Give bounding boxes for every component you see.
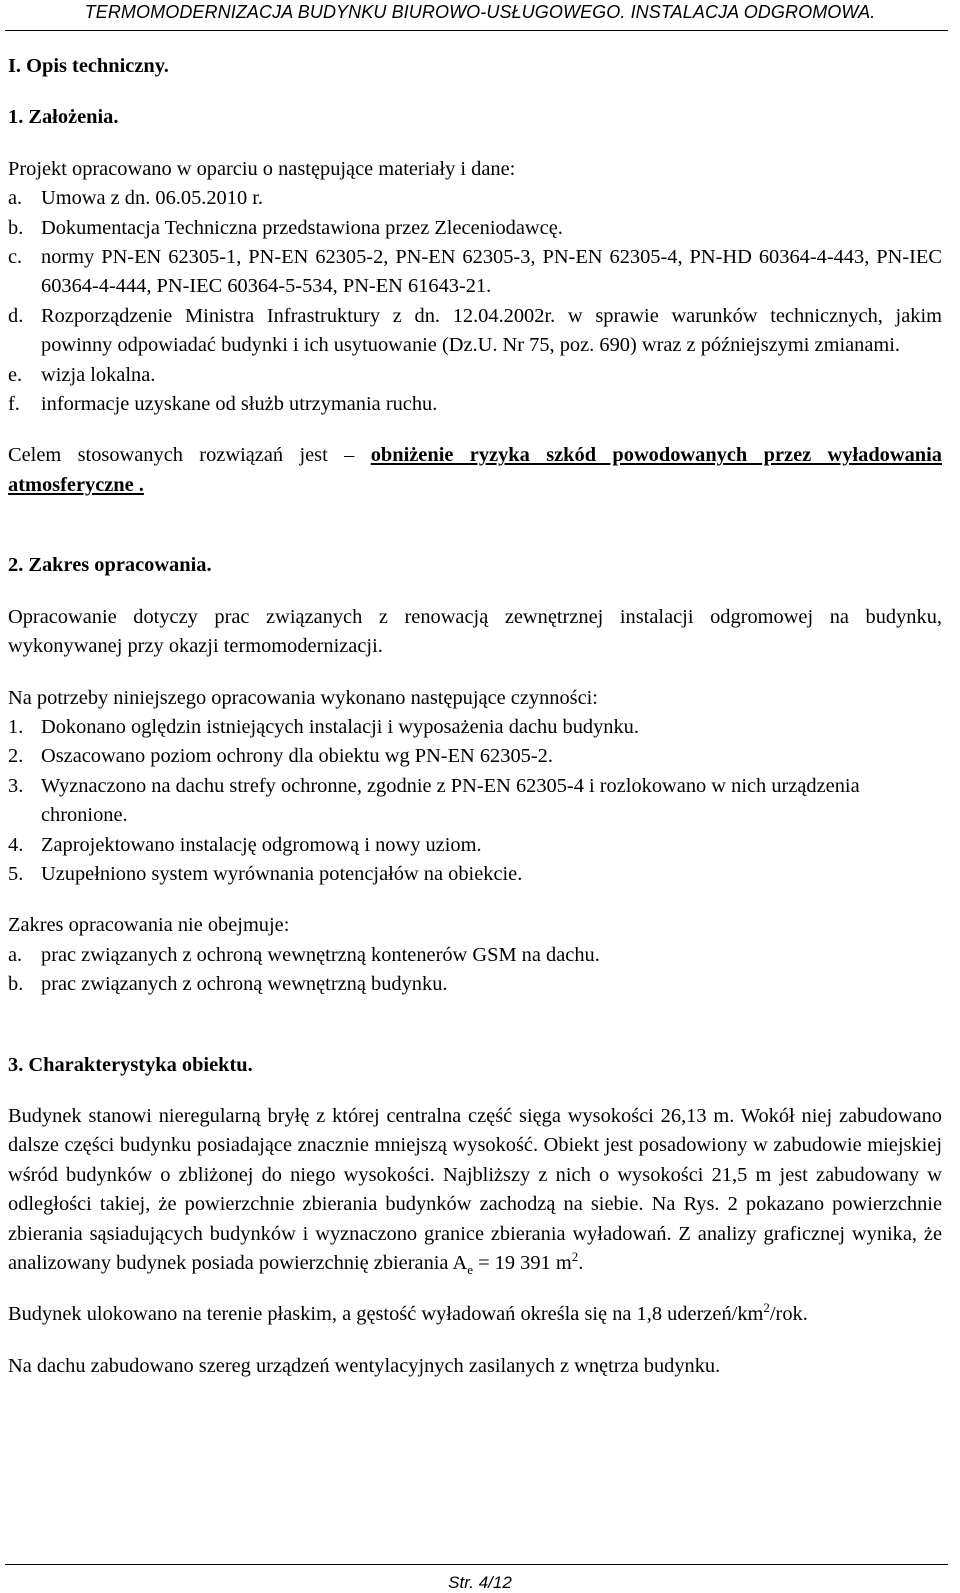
goal-paragraph	[8, 441, 942, 500]
section-2-paragraph: Opracowanie dotyczy prac związanych z renowacją zewnętrznej instalacji odgromowej na budynku, wykonywanej przy okazji termomodernizacji.	[8, 605, 942, 658]
list-marker: b.	[8, 973, 24, 996]
list-marker: d.	[8, 304, 24, 327]
list-marker: 4.	[8, 833, 24, 856]
section-3-paragraph-2	[8, 1300, 942, 1329]
list-text: Dokumentacja Techniczna przedstawiona przez Zleceniodawcę.	[41, 216, 563, 239]
list-marker: 5.	[8, 862, 24, 885]
list-text: prac związanych z ochroną wewnętrzną kontenerów GSM na dachu.	[41, 943, 600, 966]
list-text: wizja lokalna.	[41, 363, 156, 386]
para2-superscript: 2	[763, 1300, 770, 1316]
list-marker: 3.	[8, 774, 24, 797]
list-text: Uzupełniono system wyrównania potencjałów na obiekcie.	[41, 862, 523, 885]
list-marker: 1.	[8, 715, 24, 738]
list-text: prac związanych z ochroną wewnętrzną budynku.	[41, 973, 448, 996]
list-item	[8, 831, 942, 860]
section-1-title: 1. Założenia.	[8, 106, 119, 129]
document-body	[8, 52, 942, 1381]
list-marker: b.	[8, 216, 24, 239]
list-item	[8, 860, 942, 889]
para1-value: = 19 391 m	[472, 1252, 572, 1274]
list-marker: a.	[8, 943, 23, 966]
list-marker: c.	[8, 246, 23, 269]
list-text: normy PN-EN 62305-1, PN-EN 62305-2, PN-EN 62305-3, PN-EN 62305-4, PN-HD 60364-4-443, PN-IEC 60364-4-444, PN-IEC 60364-5-534, PN-EN 61643-21.	[41, 246, 942, 298]
list-marker: f.	[8, 393, 20, 416]
section-3-paragraph-1	[8, 1102, 942, 1278]
list-item	[8, 941, 942, 970]
list-item	[8, 970, 942, 999]
list-item	[8, 713, 942, 742]
exclusions-intro: Zakres opracowania nie obejmuje:	[8, 914, 290, 937]
list-text: Rozporządzenie Ministra Infrastruktury z dn. 12.04.2002r. w sprawie warunków technicznych, jakim powinny odpowiadać budynki i ich usytuowanie (Dz.U. Nr 75, poz. 690) wraz z późniejszymi zmianami.	[41, 304, 942, 357]
list-text: informacje uzyskane od służb utrzymania ruchu.	[41, 393, 438, 416]
goal-emphasis: obniżenie ryzyka szkód powodowanych przez wyładowania atmosferyczne .	[8, 444, 942, 496]
para1-text: Budynek stanowi nieregularną bryłę z której centralna część sięga wysokości 26,13 m. Wokół niej zabudowano dalsze części budynku posiadające znacznie mniejszą wysokość. Obiekt jest posadowiony w zabudowie miejskiej wśród budynków o zbliżonej do niego wysokości. Najbliższy z nich o wysokości 21,5 m jest zabudowany w odległości takiej, że powierzchnie zbierania budynków zachodzą na siebie. Na Rys. 2 pokazano powierzchnie zbierania sąsiadujących budynków i wyznaczono granice zbierania wyładowań. Z analizy graficznej wynika, że analizowany budynek posiada powierzchnię zbierania A	[8, 1104, 942, 1274]
section-title-main: I. Opis techniczny.	[8, 55, 169, 77]
page-header: TERMOMODERNIZACJA BUDYNKU BIUROWO-USŁUGOWEGO. INSTALACJA ODGROMOWA.	[84, 2, 876, 22]
list-item	[8, 243, 942, 302]
list-item	[8, 214, 942, 243]
list-text: Zaprojektowano instalację odgromową i nowy uziom.	[41, 833, 482, 856]
para1-subscript: e	[467, 1262, 473, 1278]
list-marker: 2.	[8, 745, 24, 768]
list-marker: a.	[8, 187, 23, 210]
list-marker: e.	[8, 363, 23, 386]
para1-dot: .	[578, 1252, 584, 1274]
para2-end: /rok.	[769, 1303, 808, 1326]
list-text: Oszacowano poziom ochrony dla obiektu wg PN-EN 62305-2.	[41, 745, 553, 768]
para1-superscript: 2	[571, 1249, 579, 1265]
header-rule	[5, 30, 948, 31]
list-text: Wyznaczono na dachu strefy ochronne, zgodnie z PN-EN 62305-4 i rozlokowano w nich urządzenia chronione.	[41, 774, 860, 827]
section-1-intro: Projekt opracowano w oparciu o następujące materiały i dane:	[8, 157, 516, 180]
list-item	[8, 772, 942, 831]
section-3-paragraph-3: Na dachu zabudowano szereg urządzeń wentylacyjnych zasilanych z wnętrza budynku.	[8, 1354, 721, 1377]
actions-intro: Na potrzeby niniejszego opracowania wykonano następujące czynności:	[8, 686, 598, 709]
footer-rule	[5, 1564, 948, 1565]
list-text: Dokonano oględzin istniejących instalacji i wyposażenia dachu budynku.	[41, 715, 639, 738]
goal-prefix: Celem stosowanych rozwiązań jest –	[8, 444, 371, 467]
list-item	[8, 361, 942, 390]
list-item	[8, 390, 942, 419]
page-number: Str. 4/12	[448, 1573, 512, 1592]
list-item	[8, 302, 942, 361]
section-3-title: 3. Charakterystyka obiektu.	[8, 1053, 253, 1076]
list-item	[8, 742, 942, 771]
list-item	[8, 184, 942, 213]
para2-text: Budynek ulokowano na terenie płaskim, a gęstość wyładowań określa się na 1,8 uderzeń/km	[8, 1303, 764, 1326]
list-text: Umowa z dn. 06.05.2010 r.	[41, 187, 264, 210]
section-2-title: 2. Zakres opracowania.	[8, 554, 212, 577]
